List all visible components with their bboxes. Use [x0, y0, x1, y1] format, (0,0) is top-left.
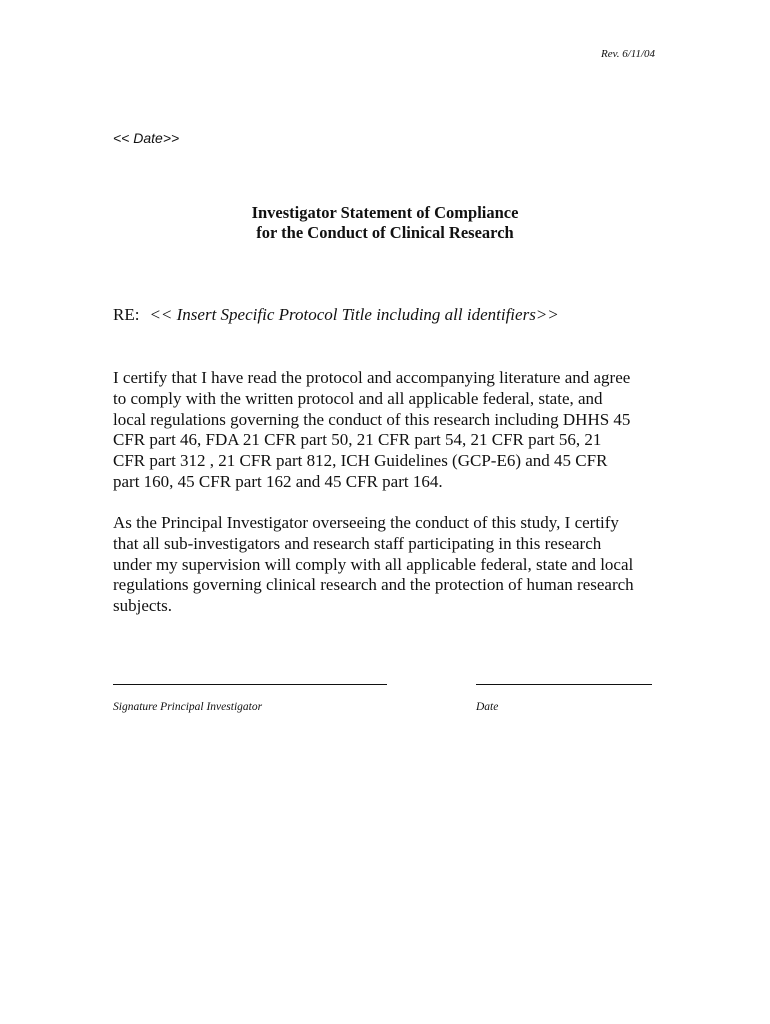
paragraph-line: that all sub-investigators and research staff participating in this research — [113, 533, 602, 553]
paragraph-line: regulations governing clinical research and the protection of human research — [113, 575, 634, 595]
re-label: RE: — [113, 305, 140, 324]
date-signature-label: Date — [476, 701, 499, 713]
compliance-paragraph — [113, 368, 673, 493]
protocol-title-placeholder: << Insert Specific Protocol Title including all identifiers>> — [149, 305, 559, 324]
revision-note: Rev. 6/11/04 — [601, 48, 655, 60]
paragraph-line: subjects. — [113, 596, 173, 616]
date-placeholder: << Date>> — [113, 130, 180, 146]
paragraph-line: under my supervision will comply with all applicable federal, state and local — [113, 554, 634, 574]
document-subtitle: for the Conduct of Clinical Research — [256, 223, 514, 242]
paragraph-line: I certify that I have read the protocol and accompanying literature and agree — [113, 368, 631, 387]
paragraph-line: As the Principal Investigator overseeing the conduct of this study, I certify — [113, 513, 619, 532]
date-signature-line[interactable] — [476, 684, 652, 685]
document-title: Investigator Statement of Compliance — [251, 203, 519, 222]
pi-signature-label: Signature Principal Investigator — [113, 701, 263, 713]
paragraph-line: CFR part 312 , 21 CFR part 812, ICH Guidelines (GCP-E6) and 45 CFR — [113, 451, 608, 471]
pi-signature-line[interactable] — [113, 684, 387, 685]
paragraph-line: part 160, 45 CFR part 162 and 45 CFR part 164. — [113, 471, 443, 491]
re-line — [113, 305, 559, 325]
paragraph-line: local regulations governing the conduct of this research including DHHS 45 — [113, 409, 631, 429]
paragraph-line: CFR part 46, FDA 21 CFR part 50, 21 CFR part 54, 21 CFR part 56, 21 — [113, 430, 602, 450]
paragraph-line: to comply with the written protocol and all applicable federal, state, and — [113, 388, 603, 408]
pi-certification-paragraph — [113, 513, 673, 617]
